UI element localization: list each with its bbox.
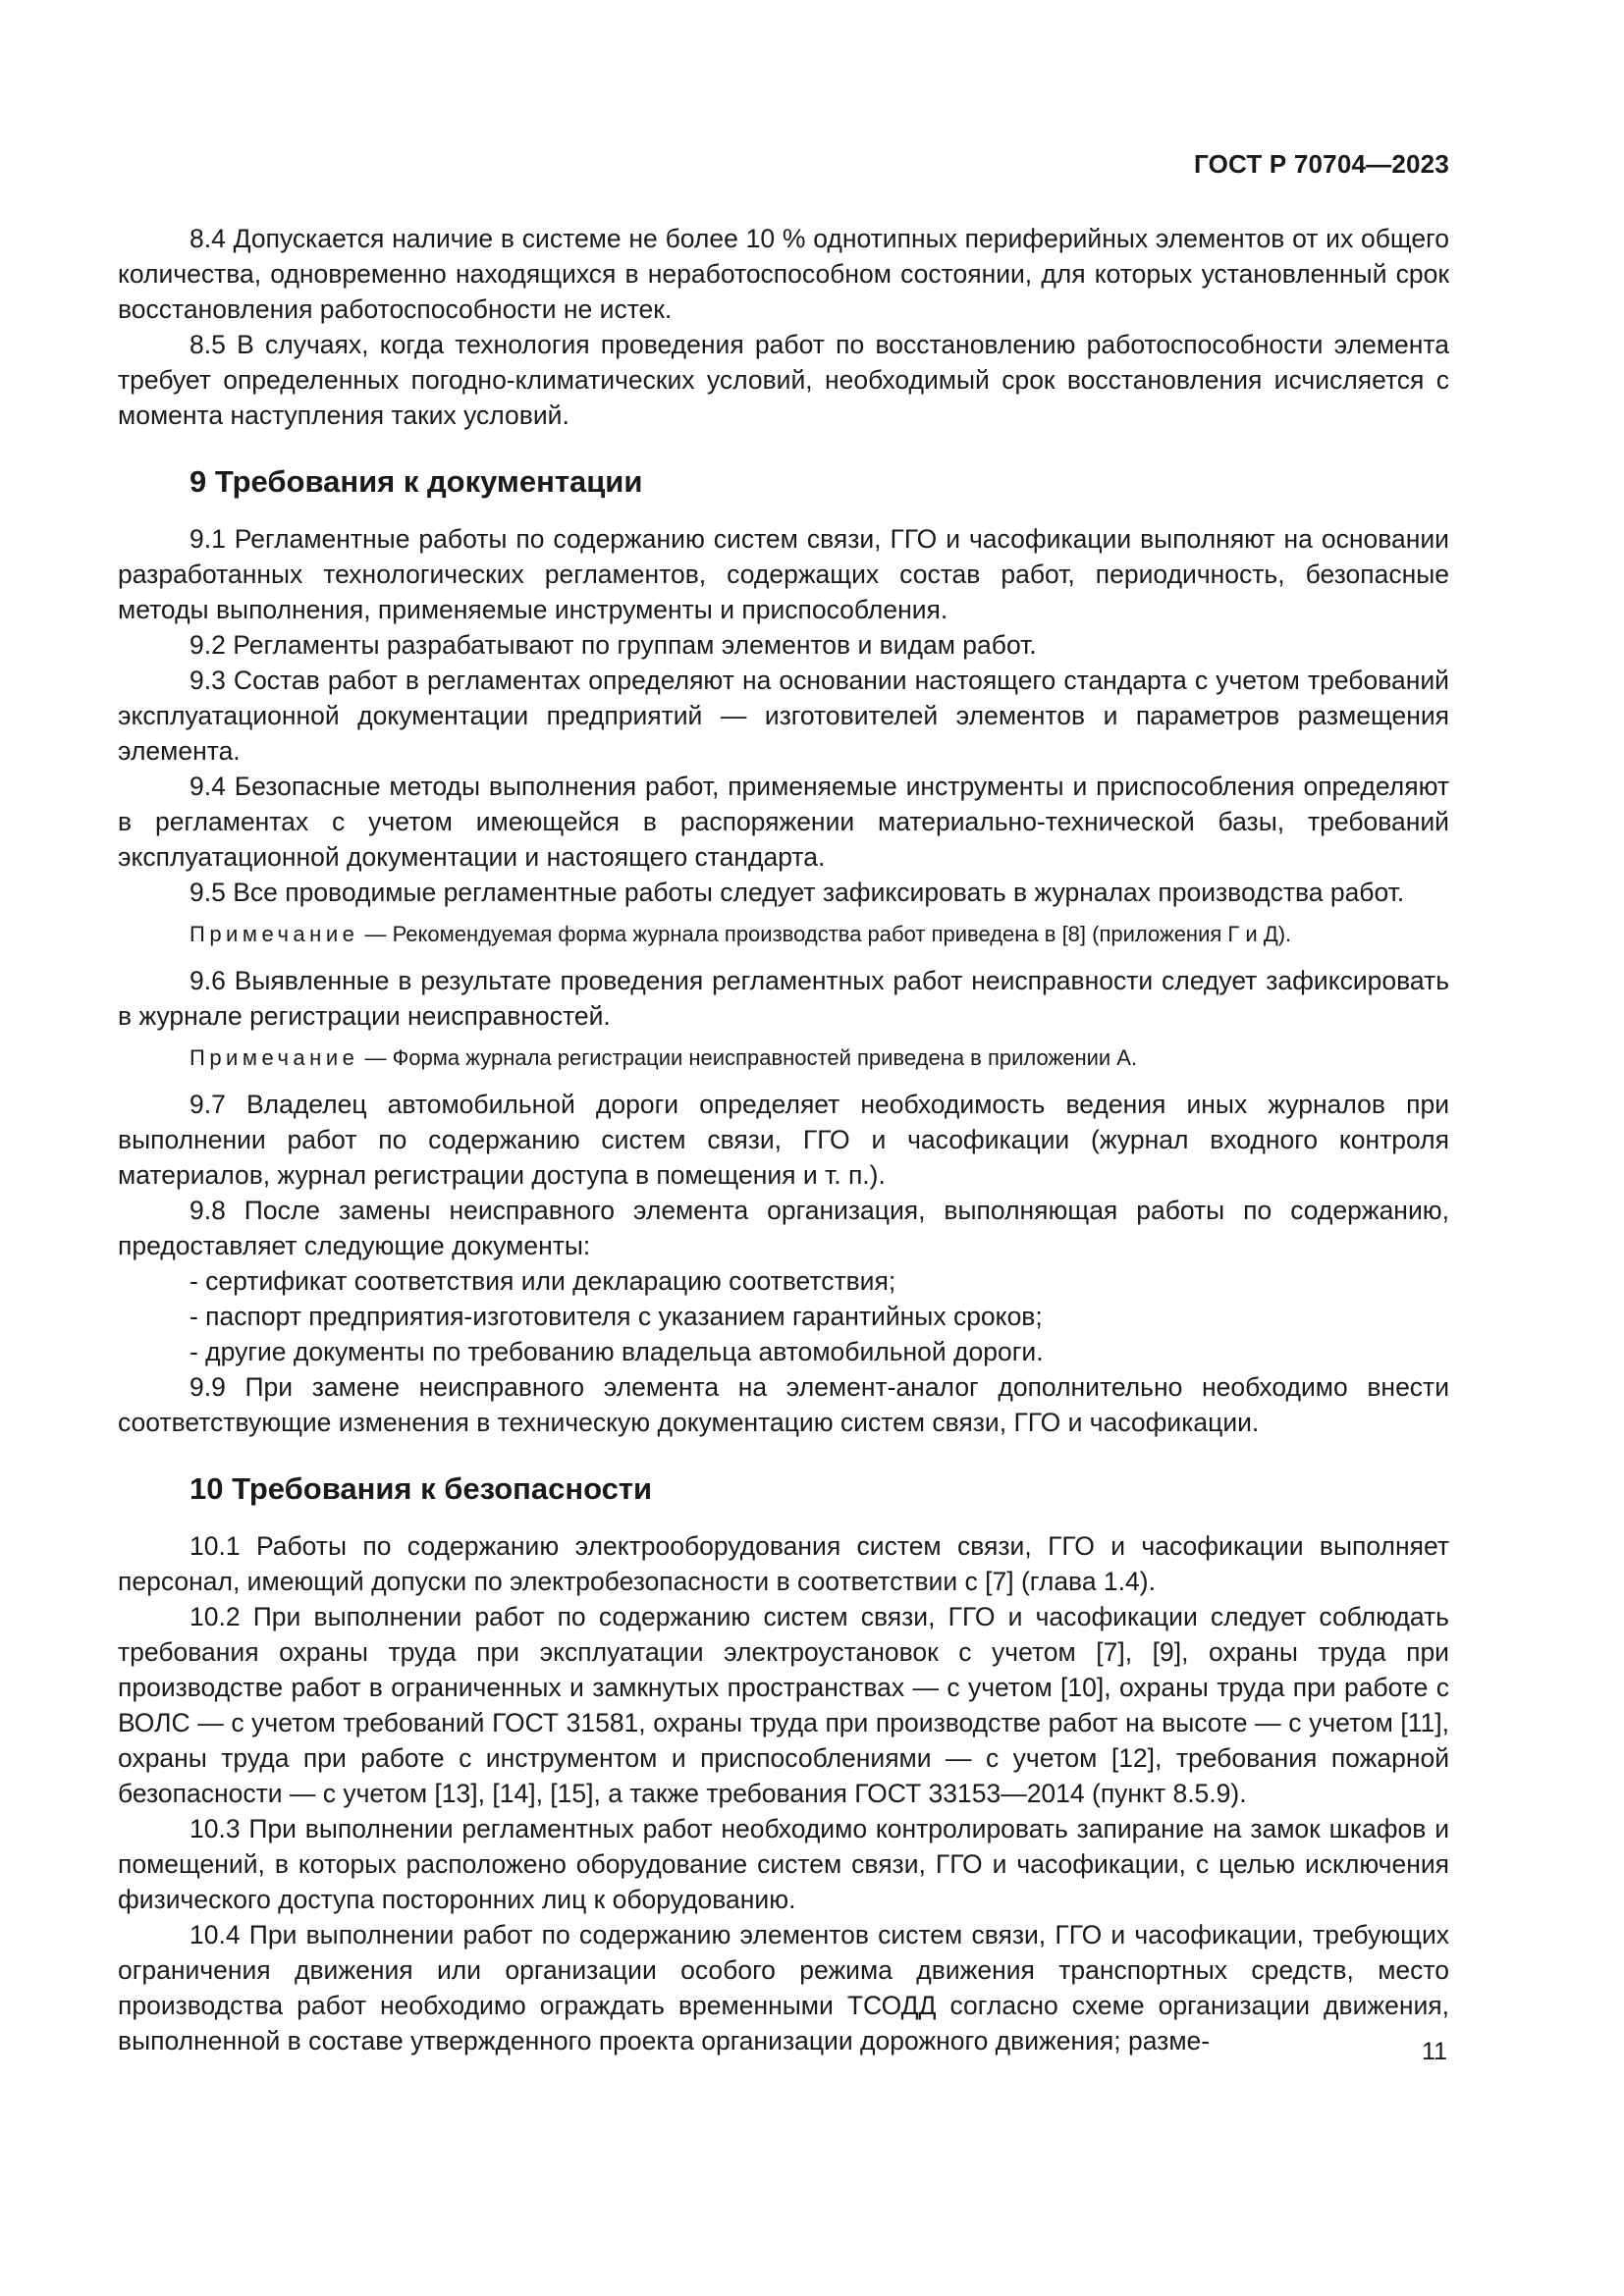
page-number: 11 (1422, 2038, 1447, 2065)
note-9-6 (118, 1043, 1449, 1073)
paragraph-8-5: 8.5 В случаях, когда технология проведения работ по восстановлению работоспособности элемента требует определенных погодно-климатических условий, необходимый срок восстановления исчисляется с момента наступления таких условий. (118, 330, 1449, 430)
note-9-5 (118, 920, 1449, 949)
section-10-heading: 10 Требования к безопасности (189, 1471, 653, 1506)
paragraph-9-2: 9.2 Регламенты разрабатывают по группам элементов и видам работ. (189, 630, 1037, 660)
list-item: - паспорт предприятия-изготовителя с указанием гарантийных сроков; (189, 1302, 1043, 1331)
note-text: — Рекомендуемая форма журнала производства работ приведена в [8] (приложения Г и Д). (358, 922, 1292, 946)
paragraph-9-6: 9.6 Выявленные в результате проведения регламентных работ неисправности следует зафиксировать в журнале регистрации неисправностей. (118, 966, 1449, 1031)
paragraph-9-5: 9.5 Все проводимые регламентные работы следует зафиксировать в журналах производства работ. (189, 878, 1405, 907)
section-9-heading: 9 Требования к документации (189, 464, 643, 499)
document-body (118, 221, 1449, 2058)
paragraph-10-4: 10.4 При выполнении работ по содержанию элементов систем связи, ГГО и часофикации, требующих ограничения движения или организации особого режима движения транспортных средств, место производства работ необходимо ограждать временными ТСОДД согласно схеме организации движения, выполненной в составе утвержденного проекта организации дорожного движения; разме- (118, 1920, 1449, 2056)
paragraph-9-9: 9.9 При замене неисправного элемента на элемент-аналог дополнительно необходимо внести соответствующие изменения в техническую документацию систем связи, ГГО и часофикации. (118, 1372, 1449, 1437)
document-code: ГОСТ Р 70704—2023 (1194, 149, 1449, 179)
paragraph-9-8: 9.8 После замены неисправного элемента организация, выполняющая работы по содержанию, предоставляет следующие документы: (118, 1196, 1449, 1260)
paragraph-9-1: 9.1 Регламентные работы по содержанию систем связи, ГГО и часофикации выполняют на основании разработанных технологических регламентов, содержащих состав работ, периодичность, безопасные методы выполнения, применяемые инструменты и приспособления. (118, 524, 1449, 624)
paragraph-10-3: 10.3 При выполнении регламентных работ необходимо контролировать запирание на замок шкафов и помещений, в которых расположено оборудование систем связи, ГГО и часофикации, с целью исключения физического доступа посторонних лиц к оборудованию. (118, 1814, 1449, 1914)
paragraph-9-4: 9.4 Безопасные методы выполнения работ, применяемые инструменты и приспособления определяют в регламентах с учетом имеющейся в распоряжении материально-технической базы, требований эксплуатационной документации и настоящего стандарта. (118, 772, 1449, 872)
note-text: — Форма журнала регистрации неисправностей приведена в приложении А. (358, 1045, 1138, 1070)
paragraph-10-2: 10.2 При выполнении работ по содержанию систем связи, ГГО и часофикации следует соблюдать требования охраны труда при эксплуатации электроустановок с учетом [7], [9], охраны труда при производстве работ в ограниченных и замкнутых пространствах — с учетом [10], охраны труда при работе с ВОЛС — с учетом требований ГОСТ 31581, охраны труда при производстве работ на высоте — с учетом [11], охраны труда при работе с инструментом и приспособлениями — с учетом [12], требования пожарной безопасности — с учетом [13], [14], [15], а также требования ГОСТ 33153—2014 (пункт 8.5.9). (118, 1602, 1449, 1808)
note-label: Примечание (189, 1045, 359, 1070)
note-label: Примечание (189, 922, 359, 946)
paragraph-8-4: 8.4 Допускается наличие в системе не более 10 % однотипных периферийных элементов от их общего количества, одновременно находящихся в неработоспособном состоянии, для которых установленный срок восстановления работоспособности не истек. (118, 224, 1449, 324)
list-item: - сертификат соответствия или декларацию соответствия; (189, 1266, 896, 1296)
paragraph-9-3: 9.3 Состав работ в регламентах определяют на основании настоящего стандарта с учетом требований эксплуатационной документации предприятий — изготовителей элементов и параметров размещения элемента. (118, 666, 1449, 766)
list-item: - другие документы по требованию владельца автомобильной дороги. (189, 1337, 1044, 1366)
paragraph-9-7: 9.7 Владелец автомобильной дороги определяет необходимость ведения иных журналов при выполнении работ по содержанию систем связи, ГГО и часофикации (журнал входного контроля материалов, журнал регистрации доступа в помещения и т. п.). (118, 1090, 1449, 1190)
paragraph-10-1: 10.1 Работы по содержанию электрооборудования систем связи, ГГО и часофикации выполняет персонал, имеющий допуски по электробезопасности в соответствии с [7] (глава 1.4). (118, 1531, 1449, 1596)
